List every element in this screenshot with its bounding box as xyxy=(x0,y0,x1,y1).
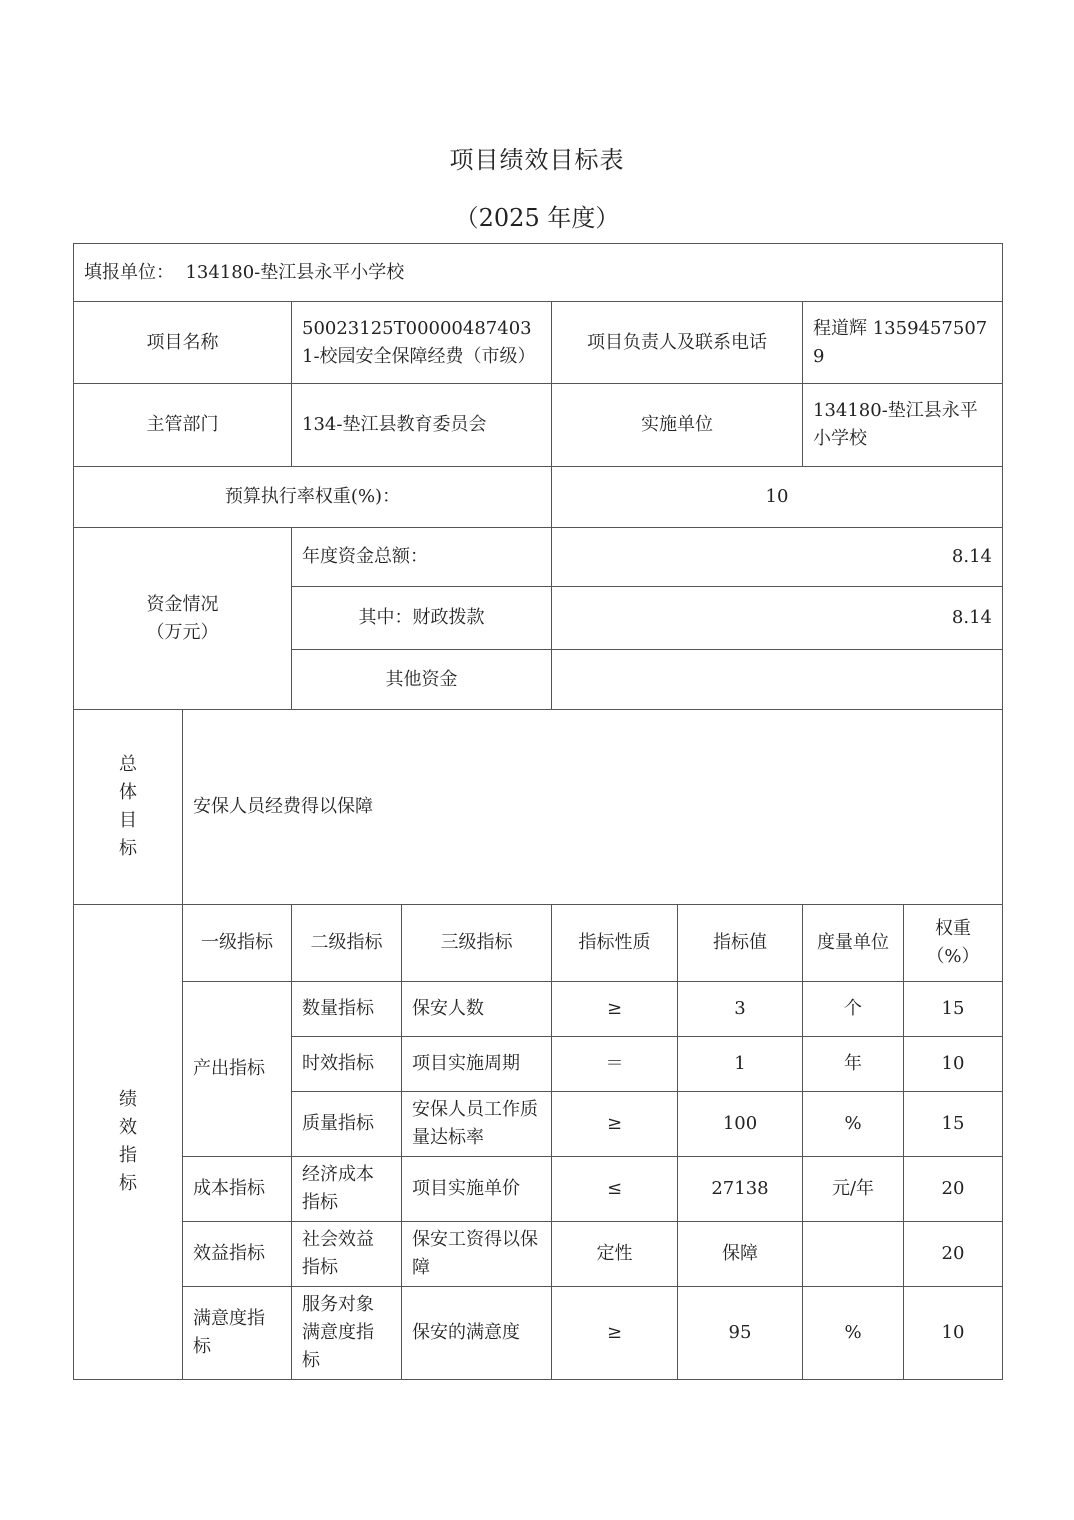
perf-value: 1 xyxy=(678,1037,803,1092)
goal-label-char: 标 xyxy=(119,838,137,859)
perf-weight: 15 xyxy=(904,1092,1003,1157)
goal-value: 安保人员经费得以保障 xyxy=(183,710,1003,905)
impl-label: 实施单位 xyxy=(552,384,803,467)
perf-unit: 元/年 xyxy=(803,1157,904,1222)
perf-label xyxy=(74,905,183,1380)
goal-label-char: 目 xyxy=(119,810,137,831)
perf-unit: 年 xyxy=(803,1037,904,1092)
perf-row xyxy=(74,1222,1003,1287)
perf-l2: 数量指标 xyxy=(292,982,402,1037)
goal-label-char: 体 xyxy=(119,782,137,803)
project-contact-value: 程道辉 13594575079 xyxy=(803,302,1003,384)
perf-weight: 20 xyxy=(904,1222,1003,1287)
unit-label: 填报单位： xyxy=(84,261,174,283)
funds-total-row xyxy=(74,528,1003,587)
perf-weight: 20 xyxy=(904,1157,1003,1222)
funds-other-label: 其他资金 xyxy=(292,650,552,710)
perf-unit: % xyxy=(803,1092,904,1157)
perf-nature: ≥ xyxy=(552,982,678,1037)
perf-weight: 10 xyxy=(904,1287,1003,1380)
funds-total-label: 年度资金总额： xyxy=(292,528,552,587)
perf-header-row xyxy=(74,905,1003,982)
project-name-value: 50023125T000004874031-校园安全保障经费（市级） xyxy=(292,302,552,384)
perf-l2: 社会效益指标 xyxy=(292,1222,402,1287)
perf-l1: 满意度指标 xyxy=(183,1287,292,1380)
perf-row xyxy=(74,1157,1003,1222)
perf-l1: 成本指标 xyxy=(183,1157,292,1222)
perf-unit: % xyxy=(803,1287,904,1380)
perf-value: 保障 xyxy=(678,1222,803,1287)
perf-header-cell: 权重（%） xyxy=(904,905,1003,982)
perf-l3: 安保人员工作质量达标率 xyxy=(402,1092,552,1157)
perf-weight: 10 xyxy=(904,1037,1003,1092)
perf-l2: 经济成本指标 xyxy=(292,1157,402,1222)
perf-header-cell: 指标性质 xyxy=(552,905,678,982)
performance-table xyxy=(73,243,1003,1380)
funds-label-cell xyxy=(74,528,292,710)
goal-label xyxy=(74,710,183,905)
perf-l1: 产出指标 xyxy=(183,982,292,1157)
unit-cell xyxy=(74,244,1003,302)
perf-nature: ≤ xyxy=(552,1157,678,1222)
project-row xyxy=(74,302,1003,384)
perf-l2: 时效指标 xyxy=(292,1037,402,1092)
perf-header-cell: 三级指标 xyxy=(402,905,552,982)
perf-nature: ≥ xyxy=(552,1092,678,1157)
perf-l1: 效益指标 xyxy=(183,1222,292,1287)
funds-fiscal-value: 8.14 xyxy=(552,587,1003,650)
perf-label-char: 绩 xyxy=(119,1089,137,1110)
perf-l3: 项目实施单价 xyxy=(402,1157,552,1222)
impl-value: 134180-垫江县永平小学校 xyxy=(803,384,1003,467)
budget-label: 预算执行率权重(%)： xyxy=(74,467,552,528)
perf-l3: 保安工资得以保障 xyxy=(402,1222,552,1287)
dept-value: 134-垫江县教育委员会 xyxy=(292,384,552,467)
perf-nature: 定性 xyxy=(552,1222,678,1287)
perf-weight: 15 xyxy=(904,982,1003,1037)
perf-label-char: 效 xyxy=(119,1117,137,1138)
funds-other-value xyxy=(552,650,1003,710)
perf-unit xyxy=(803,1222,904,1287)
perf-row xyxy=(74,982,1003,1037)
project-contact-label: 项目负责人及联系电话 xyxy=(552,302,803,384)
funds-fiscal-label: 其中：财政拨款 xyxy=(292,587,552,650)
perf-value: 3 xyxy=(678,982,803,1037)
perf-row xyxy=(74,1287,1003,1380)
perf-value: 95 xyxy=(678,1287,803,1380)
perf-nature: ≥ xyxy=(552,1287,678,1380)
perf-header-cell: 指标值 xyxy=(678,905,803,982)
project-name-label: 项目名称 xyxy=(74,302,292,384)
page-title: 项目绩效目标表 xyxy=(449,146,625,174)
perf-nature: ＝ xyxy=(552,1037,678,1092)
funds-unit: （万元） xyxy=(146,621,219,643)
perf-l2: 质量指标 xyxy=(292,1092,402,1157)
goal-label-char: 总 xyxy=(119,754,137,775)
page-subtitle: （2025 年度） xyxy=(454,204,620,232)
funds-total-value: 8.14 xyxy=(552,528,1003,587)
perf-header-cell: 一级指标 xyxy=(183,905,292,982)
funds-label: 资金情况 xyxy=(146,593,219,615)
perf-l3: 保安人数 xyxy=(402,982,552,1037)
budget-value: 10 xyxy=(552,467,1003,528)
perf-label-char: 标 xyxy=(119,1173,137,1194)
perf-value: 27138 xyxy=(678,1157,803,1222)
perf-unit: 个 xyxy=(803,982,904,1037)
dept-label: 主管部门 xyxy=(74,384,292,467)
perf-label-char: 指 xyxy=(119,1145,137,1166)
budget-row xyxy=(74,467,1003,528)
unit-value: 134180-垫江县永平小学校 xyxy=(185,261,405,283)
perf-l2: 服务对象满意度指标 xyxy=(292,1287,402,1380)
perf-header-cell: 二级指标 xyxy=(292,905,402,982)
dept-row xyxy=(74,384,1003,467)
perf-value: 100 xyxy=(678,1092,803,1157)
unit-row xyxy=(74,244,1003,302)
perf-l3: 保安的满意度 xyxy=(402,1287,552,1380)
perf-l3: 项目实施周期 xyxy=(402,1037,552,1092)
goal-row xyxy=(74,710,1003,905)
perf-header-cell: 度量单位 xyxy=(803,905,904,982)
